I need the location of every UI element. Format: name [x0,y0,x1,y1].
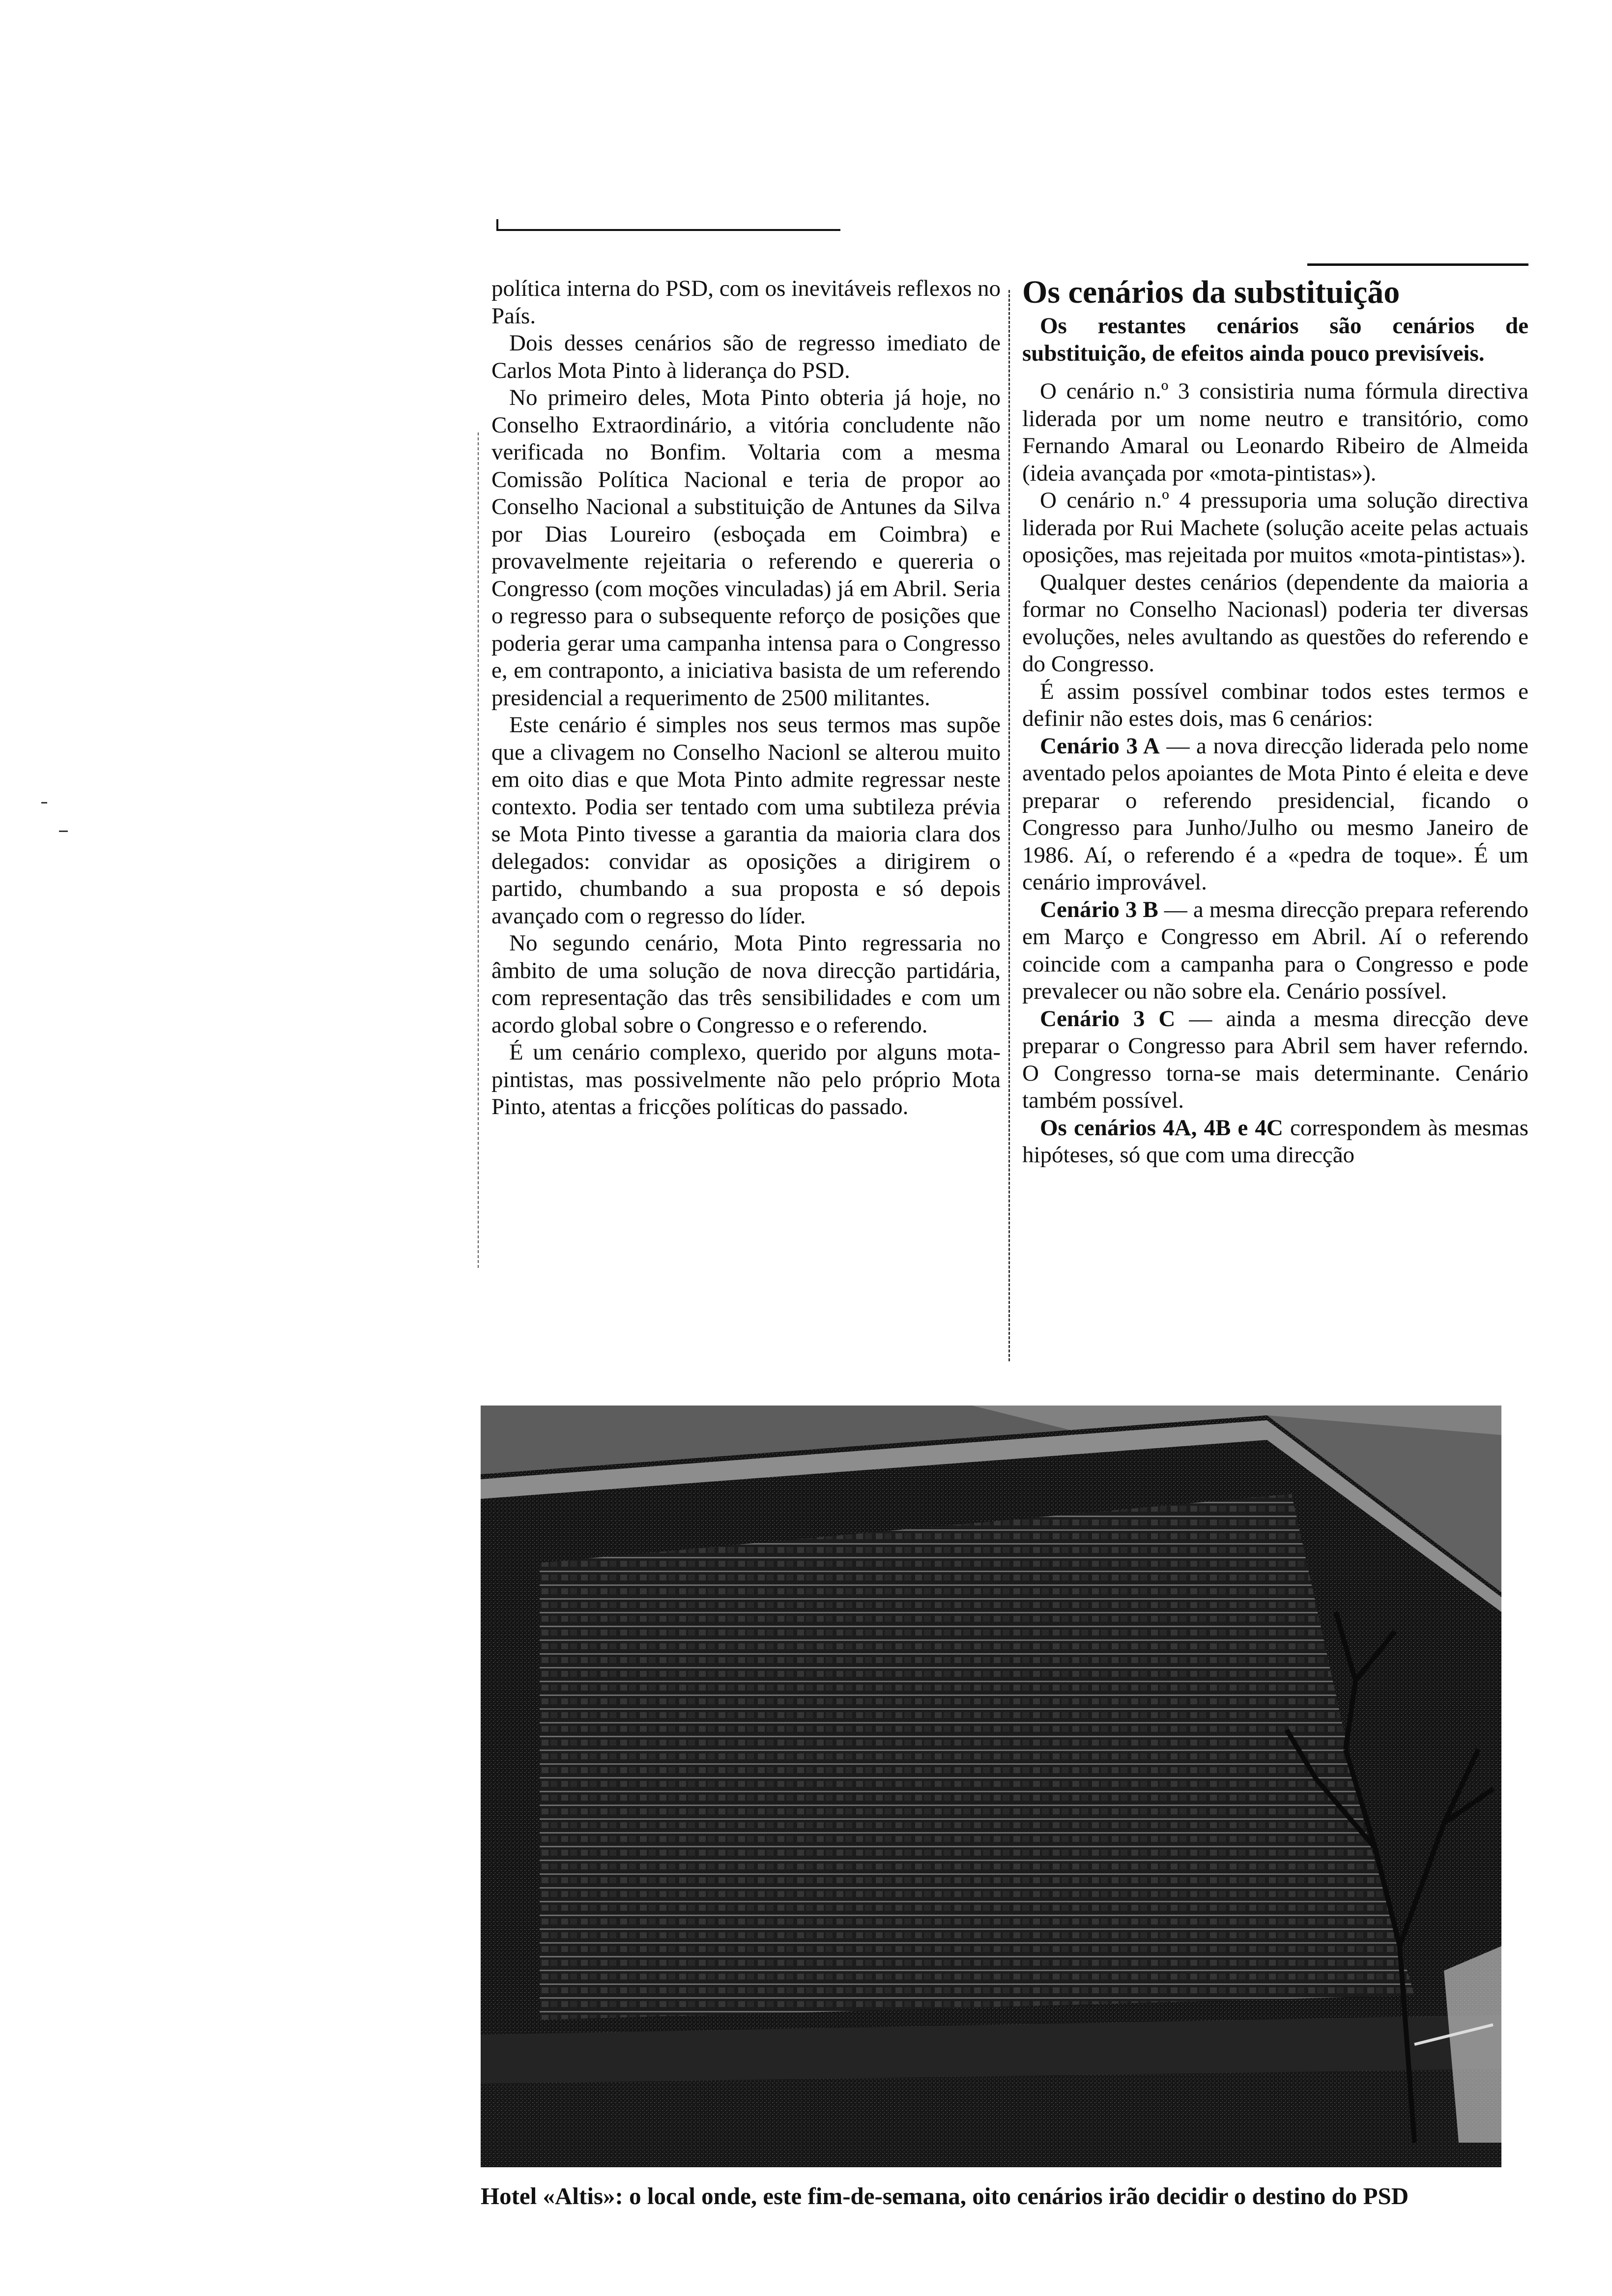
scenario-label: Cenário 3 B [1040,896,1158,922]
building-photo-icon [481,1406,1501,2167]
column-separator [1008,290,1010,1361]
scenario-text: — a nova direcção liderada pelo nome aventado pelos apoiantes de Mota Pinto é eleita e deve preparar o referendo presidencial, ficando o Congresso para Junho/Julho ou mesmo Janeiro de 1986. Aí, o referendo é a «pedra de toque». É um cenário improvável. [1022,733,1528,895]
scenario-text: — ainda a mesma direcção deve preparar o Congresso para Abril sem haver referndo. O Congresso torna-se mais determinante. Cenário também possível. [1022,1005,1528,1113]
article-paragraph: É assim possível combinar todos estes termos e definir não estes dois, mas 6 cenários: [1022,678,1528,731]
article-paragraph: O cenário n.º 4 pressuporia uma solução directiva liderada por Rui Machete (solução aceite pelas actuais oposições, mas rejeitada por muitos «mota-pintistas»). [1022,488,1528,568]
left-article-column [491,275,1001,1121]
article-paragraph: Dois desses cenários são de regresso imediato de Carlos Mota Pinto à liderança do PSD. [491,330,1001,383]
section-lead: Os restantes cenários são cenários de substituição, de efeitos ainda pouco previsíveis. [1022,313,1528,366]
article-paragraph: No segundo cenário, Mota Pinto regressaria no âmbito de uma solução de nova direcção partidária, com representação das três sensibilidades e com um acordo global sobre o Congresso e o referendo. [491,930,1001,1038]
top-rule-right [1307,263,1528,266]
article-paragraph: política interna do PSD, com os inevitáveis reflexos no País. [491,276,1001,329]
article-paragraph: No primeiro deles, Mota Pinto obteria já hoje, no Conselho Extraordinário, a vitória concludente não verificada no Bonfim. Voltaria com a mesma Comissão Política Nacional e teria de propor ao Conselho Nacional a substituição de Antunes da Silva por Dias Loureiro (esboçada em Coimbra) e provavelmente rejeitaria o referendo e quereria o Congresso (com moções vinculadas) já em Abril. Seria o regresso para o subsequente reforço de posições que poderia gerar uma campanha intensa para o Congresso e, em contraponto, a iniciativa basista de um referendo presidencial a requerimento de 2500 militantes. [491,385,1001,711]
closing-text: correspondem às mesmas hipóteses, só que com uma direcção [1022,1115,1528,1168]
scan-speck [59,831,68,832]
top-rule-left-tick [496,219,498,231]
right-article-column [1022,275,1528,1169]
closing-paragraph [1022,1115,1528,1169]
scenario-label: Cenário 3 C [1040,1005,1176,1032]
scan-speck [41,802,47,804]
scenario-paragraph [1022,733,1528,896]
closing-label: Os cenários 4A, 4B e 4C [1040,1115,1283,1141]
article-paragraph: Este cenário é simples nos seus termos mas supõe que a clivagem no Conselho Nacionl se alterou muito em oito dias e que Mota Pinto admite regressar neste contexto. Podia ser tentado com uma subtileza prévia se Mota Pinto tivesse a garantia da maioria clara dos delegados: convidar as oposições a dirigirem o partido, chumbando a sua proposta e só depois avançado com o regresso do líder. [491,712,1001,929]
article-paragraph: O cenário n.º 3 consistiria numa fórmula directiva liderada por um nome neutro e transitório, como Fernando Amaral ou Leonardo Ribeiro de Almeida (ideia avançada por «mota-pintistas»). [1022,378,1528,486]
scenario-paragraph [1022,896,1528,1005]
margin-mark [478,432,479,1268]
top-rule-left [496,229,840,231]
scenario-label: Cenário 3 A [1040,733,1160,759]
scenario-paragraph [1022,1005,1528,1115]
scenario-text: — a mesma direcção prepara referendo em Março e Congresso em Abril. Aí o referendo coincide com a campanha para o Congresso e pode prevalecer ou não sobre ela. Cenário possível. [1022,896,1528,1004]
section-headline: Os cenários da substituição [1022,274,1400,310]
photo-caption: Hotel «Altis»: o local onde, este fim-de-semana, oito cenários irão decidir o destino do PSD [481,2182,1409,2210]
article-paragraph: Qualquer destes cenários (dependente da maioria a formar no Conselho Nacionasl) poderia ter diversas evoluções, neles avultando as questões do referendo e do Congresso. [1022,569,1528,677]
article-paragraph: É um cenário complexo, querido por alguns mota-pintistas, mas possivelmente não pelo próprio Mota Pinto, atentas a fricções políticas do passado. [491,1039,1001,1119]
